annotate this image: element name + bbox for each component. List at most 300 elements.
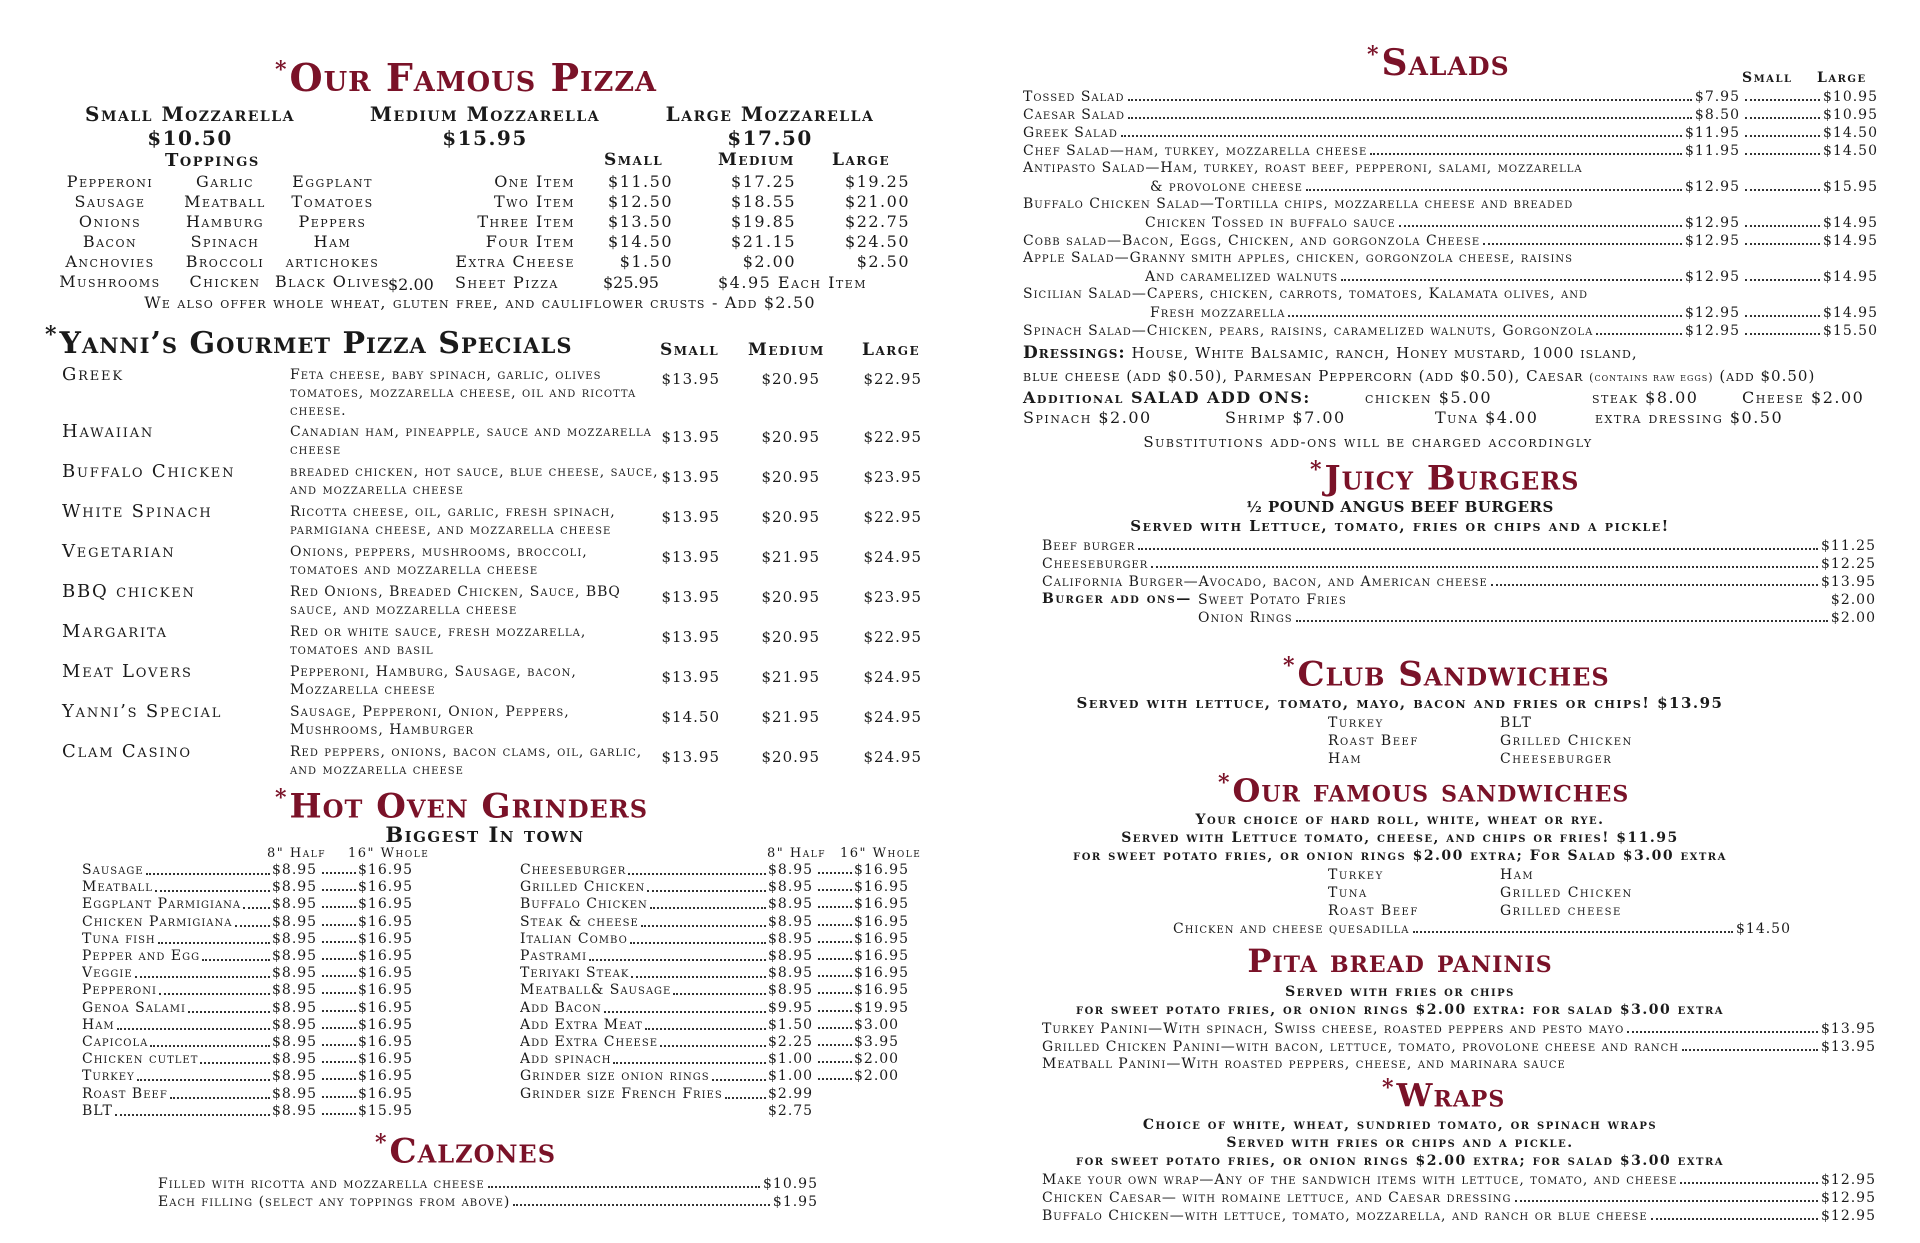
grinder-item xyxy=(82,1017,413,1034)
dot-leader xyxy=(322,889,356,891)
grinder-item-half-price: $1.00 xyxy=(768,1068,814,1085)
dot-leader xyxy=(1745,225,1820,227)
grinder-item-whole-price: $16.95 xyxy=(358,930,413,947)
grinder-item-half-price: $1.50 xyxy=(768,1016,814,1033)
grinder-item-half-price: $8.95 xyxy=(272,1102,318,1119)
calzones-title: *Calzones xyxy=(375,1130,557,1172)
grinder-item-name: Ham xyxy=(82,1017,272,1034)
dot-leader xyxy=(115,1103,270,1116)
salad-item-large xyxy=(1742,304,1878,322)
salad-item xyxy=(1145,214,1740,232)
grinder-item-half-price: $2.99 xyxy=(768,1085,814,1102)
gourmet-item-large: $24.95 xyxy=(863,708,922,726)
dot-leader xyxy=(1413,931,1734,933)
pizza-title: *Our Famous Pizza xyxy=(275,55,658,100)
large-mozzarella: Large Mozzarella $17.50 xyxy=(665,102,875,150)
burgers-subtitle-1: ½ POUND ANGUS BEEF BURGERS xyxy=(1246,498,1554,516)
grinder-item xyxy=(520,1034,899,1051)
salad-addon: chicken $5.00 xyxy=(1365,388,1493,407)
salad-item-large xyxy=(1742,106,1878,124)
salads-header-large: Large xyxy=(1817,70,1867,86)
dot-leader xyxy=(1296,620,1828,622)
grinder-item-name: Turkey xyxy=(82,1068,272,1085)
grinder-item-half-price: $8.95 xyxy=(768,930,814,947)
burger-item-name: Beef burger xyxy=(1042,538,1136,554)
burger-item xyxy=(1042,573,1876,591)
grinder-item-half-price: $8.95 xyxy=(272,948,318,964)
gourmet-item-desc: Red Onions, Breaded Chicken, Sauce, BBQ sauce, and mozzarella cheese xyxy=(290,584,621,618)
grinder-item-name: BLT xyxy=(82,1103,272,1120)
gourmet-item-small: $14.50 xyxy=(661,708,720,726)
salad-item-small-price: $12.95 xyxy=(1685,233,1740,249)
salad-item-small-price: $7.95 xyxy=(1694,89,1740,105)
grinders-half-header-left: 8" Half xyxy=(267,846,326,861)
gourmet-item-name: Yanni’s Special xyxy=(62,701,223,722)
dot-leader xyxy=(818,941,852,943)
grinder-item-whole-price: $16.95 xyxy=(358,965,413,982)
grinder-item xyxy=(520,931,909,948)
gourmet-item-large: $22.95 xyxy=(863,370,922,388)
salad-item xyxy=(1023,88,1740,106)
calzone-item-price: $1.95 xyxy=(772,1194,818,1210)
medium-mozzarella: Medium Mozzarella $15.95 xyxy=(369,102,601,150)
grinder-item xyxy=(82,948,413,965)
gourmet-item-name: Vegetarian xyxy=(62,541,176,562)
toppings-column-3: Eggplant Tomatoes Peppers Ham artichokes Black Olives xyxy=(274,172,390,291)
salad-item-large-price: $14.95 xyxy=(1823,305,1878,321)
gourmet-item-desc: Pepperoni, Hamburg, Sausage, bacon, Mozzarella cheese xyxy=(290,664,577,698)
wraps-subtitle-3: for sweet potato fries, or onion rings $2.00 extra; for salad $3.00 extra xyxy=(1075,1153,1725,1169)
grinders-whole-header-left: 16" Whole xyxy=(348,846,430,861)
salad-item-name: Tossed Salad xyxy=(1023,89,1125,105)
burger-addon-price: $2.00 xyxy=(1830,610,1876,626)
grinder-item xyxy=(82,982,413,999)
panini-item-name: Turkey Panini—With spinach, Swiss cheese, roasted peppers and pesto mayo xyxy=(1042,1021,1625,1037)
gourmet-header-small: Small xyxy=(660,340,720,360)
grinder-item-half-price: $8.95 xyxy=(768,879,814,896)
dot-leader xyxy=(1121,135,1682,137)
dot-leader xyxy=(1128,117,1692,119)
grinder-item xyxy=(520,879,909,896)
grinder-item-name: Grilled Chicken xyxy=(520,879,768,896)
grinder-item-name: Grinder size onion rings xyxy=(520,1068,768,1085)
salad-item xyxy=(1150,304,1740,322)
grinder-item-name: Grinder size French Fries xyxy=(520,1086,768,1103)
salad-item-small-price: $12.95 xyxy=(1685,305,1740,321)
dot-leader xyxy=(159,982,270,995)
dot-leader xyxy=(322,1061,356,1063)
grinder-item-name: Eggplant Parmigiana xyxy=(82,896,272,913)
grinder-item-half-price: $8.95 xyxy=(272,930,318,947)
gourmet-header-large: Large xyxy=(862,340,921,360)
salad-item-large xyxy=(1742,268,1878,286)
gourmet-item-medium: $20.95 xyxy=(761,428,820,446)
panini-subtitle-2: for sweet potato fries, or onion rings $2.00 extra: for salad $3.00 extra xyxy=(1075,1002,1725,1018)
grinder-item xyxy=(82,1103,413,1120)
grinder-item-half-price: $8.95 xyxy=(272,879,318,896)
salad-item-small-price: $12.95 xyxy=(1685,215,1740,231)
grinder-item xyxy=(82,965,413,982)
grinder-item-name: Add Bacon xyxy=(520,1000,768,1017)
grinder-item-half-price: $8.95 xyxy=(272,982,318,999)
toppings-column-1: Pepperoni Sausage Onions Bacon Anchovies Mushrooms xyxy=(59,172,161,291)
dot-leader xyxy=(630,931,766,944)
grinder-item xyxy=(520,1103,816,1120)
dot-leader xyxy=(146,862,270,875)
toppings-heading: Toppings xyxy=(165,150,260,171)
grinder-item-half-price: $8.95 xyxy=(272,913,318,930)
salad-item xyxy=(1150,178,1740,196)
salad-item-large-price: $10.95 xyxy=(1823,107,1878,123)
salad-item xyxy=(1145,268,1740,286)
burger-item-name: California Burger—Avocado, bacon, and American cheese xyxy=(1042,574,1488,590)
gourmet-item-small: $13.95 xyxy=(661,508,720,526)
dressings-line-2 xyxy=(1023,367,1815,385)
grinder-item-whole-price: $16.95 xyxy=(358,1051,413,1068)
dot-leader xyxy=(1745,333,1820,335)
burger-addon xyxy=(1198,609,1876,627)
dot-leader xyxy=(322,1027,356,1029)
dot-leader xyxy=(818,906,852,908)
grinder-item-whole-price: $16.95 xyxy=(854,982,909,999)
salad-item xyxy=(1023,124,1740,142)
dot-leader xyxy=(1138,548,1818,550)
dot-leader xyxy=(1745,315,1820,317)
wrap-item xyxy=(1042,1189,1876,1207)
wrap-item-price: $12.95 xyxy=(1821,1190,1876,1206)
salad-item xyxy=(1023,142,1740,160)
gourmet-item-small: $13.95 xyxy=(661,548,720,566)
dot-leader xyxy=(137,1068,270,1081)
grinder-item xyxy=(82,879,413,896)
dot-leader xyxy=(1370,153,1682,155)
grinder-item-name: Genoa Salami xyxy=(82,1000,272,1017)
gourmet-item-name: Meat Lovers xyxy=(62,661,193,682)
gourmet-item-desc: breaded chicken, hot sauce, blue cheese, sauce, and mozzarella cheese xyxy=(290,464,659,498)
burger-item-price: $11.25 xyxy=(1821,538,1876,554)
grinder-item-half-price: $8.95 xyxy=(768,982,814,999)
small-mozzarella: Small Mozzarella $10.50 xyxy=(85,102,295,150)
quesadilla-item xyxy=(1173,920,1791,938)
gourmet-item-medium: $21.95 xyxy=(761,708,820,726)
famous-subtitle-3: for sweet potato fries, or onion rings $2.00 extra; For Salad $3.00 extra xyxy=(1073,848,1727,864)
dot-leader xyxy=(712,1068,766,1081)
grinder-item-name: Meatball& Sausage xyxy=(520,982,768,999)
burger-addons-label: Burger add ons— xyxy=(1042,591,1192,607)
grinder-item xyxy=(82,1051,413,1068)
wraps-subtitle-2: Served with fries or chips and a pickle. xyxy=(1226,1135,1574,1151)
famous-sandwiches-title: *Our famous sandwiches xyxy=(1218,770,1630,810)
grinder-item-half-price: $2.25 xyxy=(768,1034,814,1050)
calzone-item-price: $10.95 xyxy=(763,1176,818,1192)
price-header-large: Large xyxy=(832,150,891,170)
dot-leader xyxy=(322,906,356,908)
salad-item-large-price: $15.95 xyxy=(1823,179,1878,195)
dot-leader xyxy=(1341,279,1682,281)
salad-item-line: Sicilian Salad—Capers, chicken, carrots, tomatoes, Kalamata olives, and xyxy=(1023,286,1589,302)
sheet-pizza-price: $25.95 xyxy=(603,273,659,292)
dot-leader xyxy=(188,1000,270,1013)
dressings-line-1: House, White Balsamic, ranch, Honey mustard, 1000 island, xyxy=(1131,344,1638,362)
grinder-item-half-price: $8.95 xyxy=(272,896,318,913)
panini-item xyxy=(1042,1038,1876,1056)
dot-leader xyxy=(243,896,270,909)
salad-item-name: Chef Salad—ham, turkey, mozzarella cheese xyxy=(1023,143,1368,159)
grinder-item-whole-price: $3.00 xyxy=(854,1016,900,1033)
gourmet-item-medium: $20.95 xyxy=(761,468,820,486)
burger-item-name: Cheeseburger xyxy=(1042,556,1149,572)
dot-leader xyxy=(589,948,766,961)
dot-leader xyxy=(200,1051,270,1064)
price-medium-column: $17.25 $18.55 $19.85 $21.15 $2.00 xyxy=(731,172,796,271)
dot-leader xyxy=(1515,1200,1818,1202)
gourmet-item-small: $13.95 xyxy=(661,628,720,646)
wraps-title: *Wraps xyxy=(1382,1075,1506,1115)
grinder-item-name: Add Extra Meat xyxy=(520,1017,768,1034)
grinder-item-whole-price: $16.95 xyxy=(854,896,909,913)
calzone-item xyxy=(158,1193,818,1211)
salads-title: *Salads xyxy=(1367,42,1510,84)
grinder-item-name: Pepper and Egg xyxy=(82,948,272,965)
grinder-item xyxy=(82,1068,413,1085)
salad-item-small-price: $11.95 xyxy=(1685,125,1740,141)
grinder-item xyxy=(520,965,909,982)
dot-leader xyxy=(1745,117,1820,119)
grinder-item-half-price: $8.95 xyxy=(272,1068,318,1085)
grinder-item-name: Teriyaki Steak xyxy=(520,965,768,982)
salad-item-name: Greek Salad xyxy=(1023,125,1118,141)
dot-leader xyxy=(235,914,271,927)
salad-item-large xyxy=(1742,142,1878,160)
dressings-line-2-text: blue cheese (add $0.50), Parmesan Peppercorn (add $0.50), Caesar xyxy=(1023,367,1584,385)
grinder-item xyxy=(82,931,413,948)
famous-subtitle-2: Served with Lettuce tomato, cheese, and chips or fries! $11.95 xyxy=(1121,830,1679,846)
sheet-pizza-each-item: $4.95 Each Item xyxy=(718,273,868,292)
dot-leader xyxy=(513,1204,770,1206)
dot-leader xyxy=(117,1017,270,1030)
dot-leader xyxy=(1399,225,1682,227)
salad-addon: Spinach $2.00 xyxy=(1023,408,1152,427)
grinder-item xyxy=(520,1051,899,1068)
salad-item-name: & provolone cheese xyxy=(1150,179,1303,195)
dot-leader xyxy=(647,879,766,892)
dot-leader xyxy=(1745,189,1820,191)
salad-item-large xyxy=(1742,178,1878,196)
gourmet-item-medium: $21.95 xyxy=(761,668,820,686)
salad-item-large xyxy=(1742,124,1878,142)
club-column-2: BLT Grilled Chicken Cheeseburger xyxy=(1500,715,1633,767)
grinder-item-whole-price: $16.95 xyxy=(358,879,413,896)
grinder-item-whole-price: $16.95 xyxy=(358,1068,413,1085)
dot-leader xyxy=(322,958,356,960)
dressings-label: Dressings: xyxy=(1023,343,1126,363)
gourmet-item-large: $22.95 xyxy=(863,508,922,526)
grinder-item-whole-price: $16.95 xyxy=(358,862,413,878)
calzone-item-name: Each filling (select any toppings from above) xyxy=(158,1194,511,1210)
dot-leader xyxy=(818,958,852,960)
famous-column-2: Ham Grilled Chicken Grilled cheese xyxy=(1500,867,1633,919)
gourmet-item-name: BBQ chicken xyxy=(62,581,196,602)
dressings xyxy=(1023,343,1638,363)
salad-item-name: Caesar Salad xyxy=(1023,107,1125,123)
grinder-item-whole-price: $19.95 xyxy=(854,999,909,1016)
burger-addon-price: $2.00 xyxy=(1830,592,1876,608)
grinder-item-name: Steak & cheese xyxy=(520,914,768,931)
wrap-item-name: Make your own wrap—Any of the sandwich items with lettuce, tomato, and cheese xyxy=(1042,1172,1678,1188)
dot-leader xyxy=(322,1096,356,1098)
price-large-column: $19.25 $21.00 $22.75 $24.50 $2.50 xyxy=(845,172,910,271)
grinder-item xyxy=(520,1017,899,1034)
grinder-item xyxy=(520,1000,909,1017)
gourmet-item-desc: Feta cheese, baby spinach, garlic, olives tomatoes, mozzarella cheese, oil and ricotta cheese. xyxy=(290,367,637,419)
grinder-item-whole-price: $16.95 xyxy=(854,948,909,964)
dot-leader xyxy=(1306,189,1682,191)
dot-leader xyxy=(1151,566,1818,568)
grinder-item-half-price: $9.95 xyxy=(768,999,814,1016)
grinder-item-whole-price: $16.95 xyxy=(854,965,909,982)
grinder-item xyxy=(82,1086,413,1103)
dot-leader xyxy=(818,975,852,977)
dot-leader xyxy=(1483,243,1682,245)
grinder-item xyxy=(82,914,413,931)
burgers-title: *Juicy Burgers xyxy=(1310,457,1580,499)
dot-leader xyxy=(488,1186,760,1188)
salad-addons-label: Additional SALAD ADD ONS: xyxy=(1023,388,1311,407)
grinder-item-name: Italian Combo xyxy=(520,931,768,948)
grinder-item-name: Capicola xyxy=(82,1034,272,1051)
dot-leader xyxy=(1745,153,1820,155)
burgers-subtitle-2: Served with Lettuce, tomato, fries or chips and a pickle! xyxy=(1130,517,1670,535)
salad-item-name: Spinach Salad—Chicken, pears, raisins, caramelized walnuts, Gorgonzola xyxy=(1023,323,1594,339)
grinder-item-whole-price: $16.95 xyxy=(854,930,909,947)
salad-addon: extra dressing $0.50 xyxy=(1595,408,1784,427)
grinder-item-whole-price: $16.95 xyxy=(358,999,413,1016)
grinder-item-half-price: $8.95 xyxy=(272,862,318,878)
dot-leader xyxy=(628,862,766,875)
grinder-item xyxy=(82,896,413,913)
salad-item-large-price: $14.95 xyxy=(1823,269,1878,285)
gourmet-item-small: $13.95 xyxy=(661,370,720,388)
grinder-item-half-price: $8.95 xyxy=(272,1034,318,1050)
calzone-item xyxy=(158,1175,818,1193)
dot-leader xyxy=(322,872,356,874)
substitutions-note: Substitutions add-ons will be charged accordingly xyxy=(1143,433,1593,451)
salad-item xyxy=(1023,106,1740,124)
salads-header-small: Small xyxy=(1742,70,1793,86)
gourmet-item-name: Greek xyxy=(62,364,124,385)
club-title: *Club Sandwiches xyxy=(1283,653,1610,695)
gourmet-item-medium: $20.95 xyxy=(761,370,820,388)
gourmet-item-name: White Spinach xyxy=(62,501,213,522)
dot-leader xyxy=(818,1027,852,1029)
gourmet-item-small: $13.95 xyxy=(661,748,720,766)
grinder-item-half-price: $8.95 xyxy=(768,965,814,982)
salad-item-small-price: $8.50 xyxy=(1694,107,1740,123)
dot-leader xyxy=(150,1034,270,1047)
dot-leader xyxy=(818,1078,852,1080)
grinder-item xyxy=(520,1068,899,1085)
salad-addon: Tuna $4.00 xyxy=(1435,408,1539,427)
dot-leader xyxy=(1128,99,1692,101)
sheet-pizza-label: Sheet Pizza xyxy=(455,273,559,292)
grinder-item-name: Buffalo Chicken xyxy=(520,896,768,913)
dot-leader xyxy=(818,872,852,874)
grinder-item-half-price: $8.95 xyxy=(272,1085,318,1102)
dot-leader xyxy=(202,948,270,961)
panini-item-name: Grilled Chicken Panini—with bacon, lettuce, tomato, provolone cheese and ranch xyxy=(1042,1039,1679,1055)
salad-item-small-price: $12.95 xyxy=(1685,323,1740,339)
gourmet-item-desc: Onions, peppers, mushrooms, broccoli, tomatoes and mozzarella cheese xyxy=(290,544,588,578)
gourmet-item-desc: Ricotta cheese, oil, garlic, fresh spinach, parmigiana cheese, and mozzarella cheese xyxy=(290,504,616,538)
dot-leader xyxy=(1745,279,1820,281)
salad-addon: Cheese $2.00 xyxy=(1742,388,1865,407)
grinder-item-name: Tuna fish xyxy=(82,931,272,948)
gourmet-item-desc: Canadian ham, pineapple, sauce and mozzarella cheese xyxy=(290,424,652,458)
grinder-item xyxy=(520,948,909,965)
wrap-item xyxy=(1042,1207,1876,1225)
grinder-item-whole-price: $16.95 xyxy=(358,948,413,964)
grinder-item-name: Chicken cutlet xyxy=(82,1051,272,1068)
dot-leader xyxy=(818,924,852,926)
salad-item-large-price: $15.50 xyxy=(1823,323,1878,339)
burger-item-price: $12.25 xyxy=(1821,556,1876,572)
gourmet-item-large: $24.95 xyxy=(863,748,922,766)
gourmet-item-medium: $21.95 xyxy=(761,548,820,566)
panini-item-price: $13.95 xyxy=(1821,1039,1876,1055)
grinder-item-whole-price: $2.00 xyxy=(854,1068,900,1085)
grinder-item-whole-price: $16.95 xyxy=(358,1016,413,1033)
gourmet-item-name: Buffalo Chicken xyxy=(62,461,236,482)
grinder-item-whole-price: $16.95 xyxy=(358,1034,413,1050)
grinders-whole-header-right: 16" Whole xyxy=(840,846,922,861)
salad-item-small-price: $12.95 xyxy=(1685,179,1740,195)
burger-addon-name: Sweet Potato Fries xyxy=(1198,592,1347,608)
dot-leader xyxy=(650,896,766,909)
dressings-raw-eggs: (contains raw eggs) xyxy=(1589,371,1714,384)
grinder-item-whole-price: $16.95 xyxy=(358,1085,413,1102)
dot-leader xyxy=(322,975,356,977)
gourmet-item-name: Margarita xyxy=(62,621,168,642)
gourmet-item-name: Clam Casino xyxy=(62,741,192,762)
wrap-item-price: $12.95 xyxy=(1821,1172,1876,1188)
famous-subtitle-1: Your choice of hard roll, white, wheat or rye. xyxy=(1195,812,1605,828)
grinder-item-name: Chicken Parmigiana xyxy=(82,914,272,931)
gourmet-item-large: $24.95 xyxy=(863,548,922,566)
wrap-item-name: Buffalo Chicken—with lettuce, tomato, mozzarella, and ranch or blue cheese xyxy=(1042,1208,1648,1224)
quesadilla-price: $14.50 xyxy=(1736,921,1791,937)
panini-item: Meatball Panini—With roasted peppers, cheese, and marinara sauce xyxy=(1042,1056,1566,1072)
grinder-item-whole-price: $2.00 xyxy=(854,1051,900,1068)
grinder-item xyxy=(520,896,909,913)
salad-item-name: Chicken Tossed in buffalo sauce xyxy=(1145,215,1396,231)
grinder-item xyxy=(520,914,909,931)
dot-leader xyxy=(645,1017,766,1030)
grinder-item-half-price: $8.95 xyxy=(768,948,814,964)
grinder-item-whole-price: $16.95 xyxy=(854,862,909,878)
calzone-item-name: Filled with ricotta and mozzarella cheese xyxy=(158,1176,485,1192)
salad-item-large-price: $14.95 xyxy=(1823,215,1878,231)
dot-leader xyxy=(818,1061,852,1063)
grinders-title: *Hot Oven Grinders xyxy=(275,785,649,827)
grinder-item-whole-price: $15.95 xyxy=(358,1102,413,1119)
grinder-item-whole-price: $16.95 xyxy=(854,879,909,896)
gourmet-item-medium: $20.95 xyxy=(761,748,820,766)
grinder-item-half-price: $8.95 xyxy=(768,896,814,913)
grinder-item xyxy=(520,982,909,999)
gourmet-item-desc: Red peppers, onions, bacon clams, oil, garlic, and mozzarella cheese xyxy=(290,744,643,778)
dot-leader xyxy=(613,1051,766,1064)
dot-leader xyxy=(1745,243,1820,245)
